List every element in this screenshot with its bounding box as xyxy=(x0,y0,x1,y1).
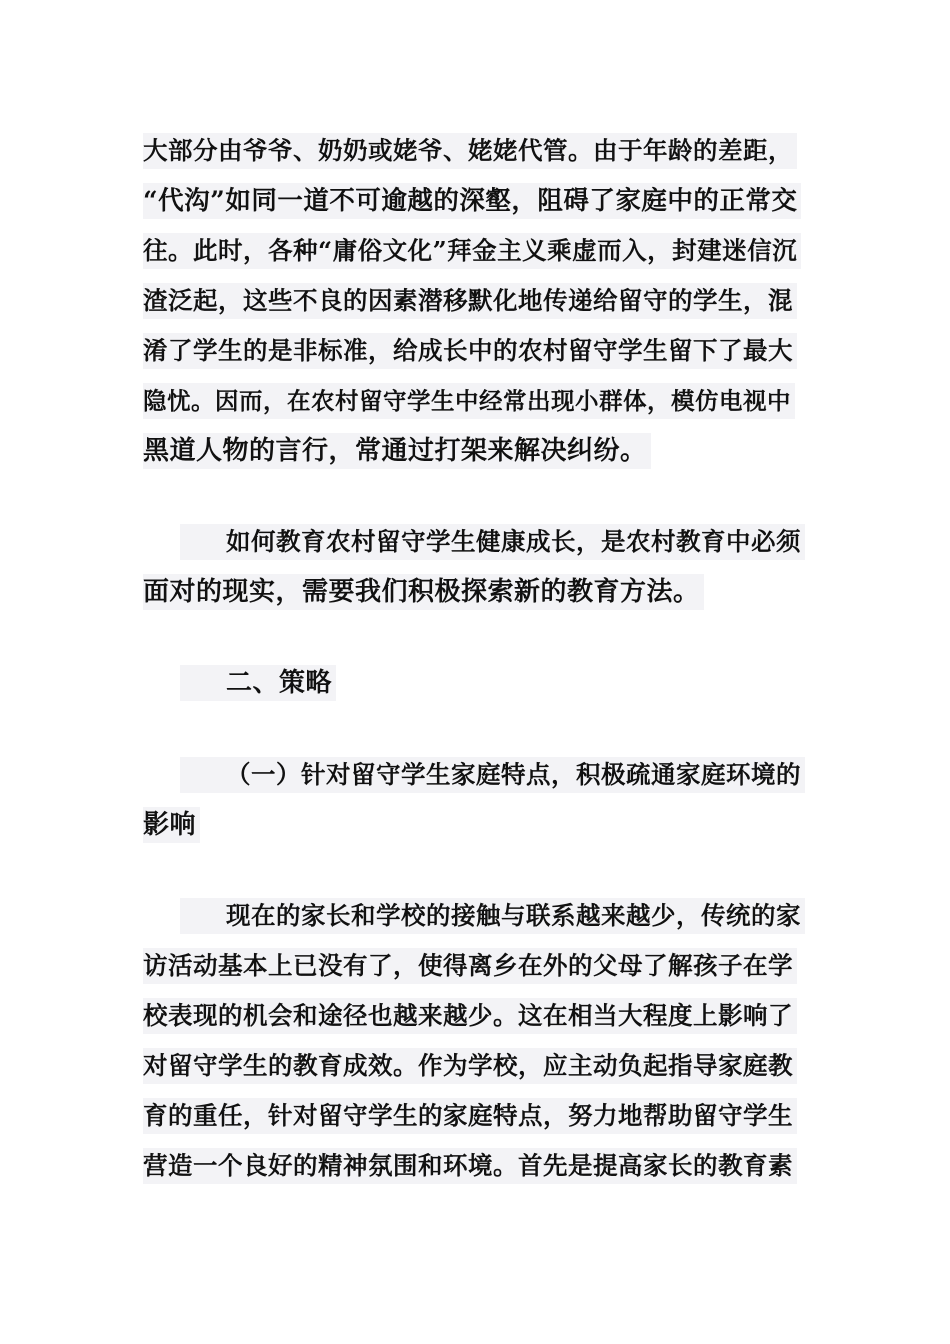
paragraph-1-line-5 xyxy=(143,333,797,369)
paragraph-3-line-2 xyxy=(143,948,797,984)
paragraph-2-line-1 xyxy=(180,524,805,560)
text-run: 面对的现实，需要我们积极探索新的教育方法。 xyxy=(143,574,704,610)
text-run: 黑道人物的言行，常通过打架来解决纠纷。 xyxy=(143,433,651,469)
paragraph-1-line-2 xyxy=(143,183,801,219)
paragraph-1-line-3 xyxy=(143,233,801,269)
text-run: 对留守学生的教育成效。作为学校，应主动负起指导家庭教 xyxy=(143,1048,797,1084)
paragraph-3-line-6 xyxy=(143,1148,797,1184)
text-run: 育的重任，针对留守学生的家庭特点，努力地帮助留守学生 xyxy=(143,1098,797,1134)
text-run: 渣泛起，这些不良的因素潜移默化地传递给留守的学生，混 xyxy=(143,283,797,319)
subheading-text: （一）针对留守学生家庭特点，积极疏通家庭环境的 xyxy=(226,757,805,793)
text-run: 营造一个良好的精神氛围和环境。首先是提高家长的教育素 xyxy=(143,1148,797,1184)
paragraph-1-line-6 xyxy=(143,383,795,419)
text-run: 大部分由爷爷、奶奶或姥爷、姥姥代管。由于年龄的差距， xyxy=(143,133,797,169)
text-run: “代沟”如同一道不可逾越的深壑，阻碍了家庭中的正常交 xyxy=(143,183,801,219)
paragraph-2-line-2 xyxy=(143,574,704,610)
subheading-line-2 xyxy=(143,807,200,843)
indent xyxy=(180,665,226,701)
text-run: 淆了学生的是非标准，给成长中的农村留守学生留下了最大 xyxy=(143,333,797,369)
paragraph-3-line-3 xyxy=(143,998,797,1034)
text-run: 往。此时，各种“庸俗文化”拜金主义乘虚而入，封建迷信沉 xyxy=(143,233,801,269)
text-run: 访活动基本上已没有了，使得离乡在外的父母了解孩子在学 xyxy=(143,948,797,984)
subheading-text: 影响 xyxy=(143,807,200,843)
text-run: 现在的家长和学校的接触与联系越来越少，传统的家 xyxy=(226,898,805,934)
paragraph-1-line-7 xyxy=(143,433,651,469)
indent xyxy=(180,898,226,934)
indent xyxy=(180,524,226,560)
text-run: 如何教育农村留守学生健康成长，是农村教育中必须 xyxy=(226,524,805,560)
paragraph-1-line-1 xyxy=(143,133,797,169)
paragraph-3-line-1 xyxy=(180,898,805,934)
paragraph-3-line-4 xyxy=(143,1048,797,1084)
paragraph-3-line-5 xyxy=(143,1098,797,1134)
indent xyxy=(180,757,226,793)
heading-text: 二、策略 xyxy=(226,665,336,701)
paragraph-1-line-4 xyxy=(143,283,797,319)
text-run: 校表现的机会和途径也越来越少。这在相当大程度上影响了 xyxy=(143,998,797,1034)
text-run: 隐忧。因而，在农村留守学生中经常出现小群体，模仿电视中 xyxy=(143,383,795,419)
section-heading xyxy=(180,665,336,701)
subheading-line-1 xyxy=(180,757,805,793)
